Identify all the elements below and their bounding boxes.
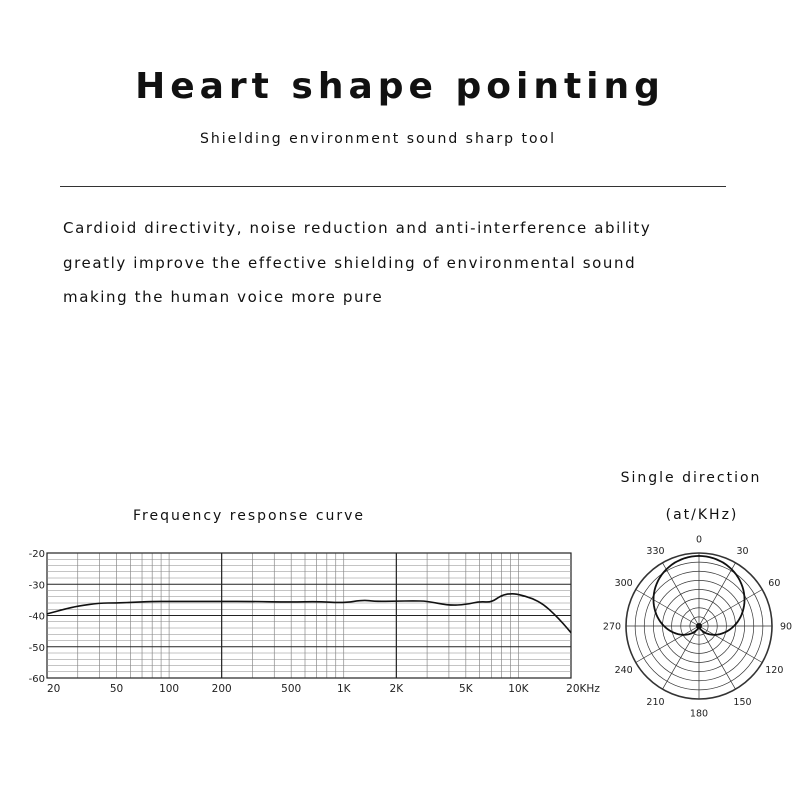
polar-angle-label: 0	[695, 534, 703, 546]
x-tick-label: 10K	[508, 683, 529, 695]
frequency-chart-title: Frequency response curve	[133, 508, 366, 524]
y-tick-label: -50	[28, 642, 45, 654]
polar-spoke	[699, 590, 762, 627]
polar-angle-label: 270	[602, 621, 622, 633]
x-tick-label: 5K	[459, 683, 473, 695]
polar-spoke	[699, 563, 736, 626]
polar-angle-label: 300	[614, 578, 633, 589]
polar-angle-label: 120	[765, 665, 784, 676]
x-tick-label: 500	[281, 683, 302, 695]
polar-chart-subtitle: (at/KHz)	[665, 507, 739, 523]
y-tick-label: -40	[28, 611, 45, 623]
polar-spoke	[699, 626, 762, 663]
y-tick-label: -60	[28, 674, 45, 685]
polar-spoke	[663, 563, 700, 626]
polar-spoke	[699, 626, 736, 689]
description-line: Cardioid directivity, noise reduction and anti-interference ability	[63, 219, 652, 237]
x-tick-label: 50	[109, 683, 124, 695]
y-tick-label: -20	[28, 549, 45, 560]
polar-angle-label: 30	[736, 546, 749, 558]
polar-angle-label: 330	[646, 546, 665, 558]
polar-center-dot	[696, 623, 702, 629]
x-tick-label: 2K	[389, 683, 404, 695]
x-tick-label: 20KHz	[566, 683, 600, 695]
polar-angle-label: 180	[689, 708, 709, 720]
x-tick-label: 1K	[336, 683, 351, 695]
polar-angle-label: 240	[614, 665, 633, 676]
page-title: Heart shape pointing	[135, 66, 665, 107]
x-tick-label: 20	[47, 683, 61, 695]
polar-angle-label: 150	[733, 696, 752, 708]
polar-spoke	[636, 626, 699, 663]
description-line: making the human voice more pure	[63, 288, 384, 306]
polar-angle-label: 90	[779, 621, 793, 633]
x-tick-label: 100	[159, 683, 180, 695]
description-line: greatly improve the effective shielding of environmental sound	[63, 253, 637, 272]
x-tick-label: 200	[211, 683, 232, 695]
polar-angle-label: 60	[768, 578, 781, 589]
page-subtitle: Shielding environment sound sharp tool	[199, 131, 557, 147]
polar-chart-title: Single direction	[620, 470, 762, 486]
polar-spoke	[663, 626, 700, 689]
polar-spoke	[636, 590, 699, 627]
polar-angle-label: 210	[646, 696, 665, 708]
y-tick-label: -30	[28, 580, 45, 592]
